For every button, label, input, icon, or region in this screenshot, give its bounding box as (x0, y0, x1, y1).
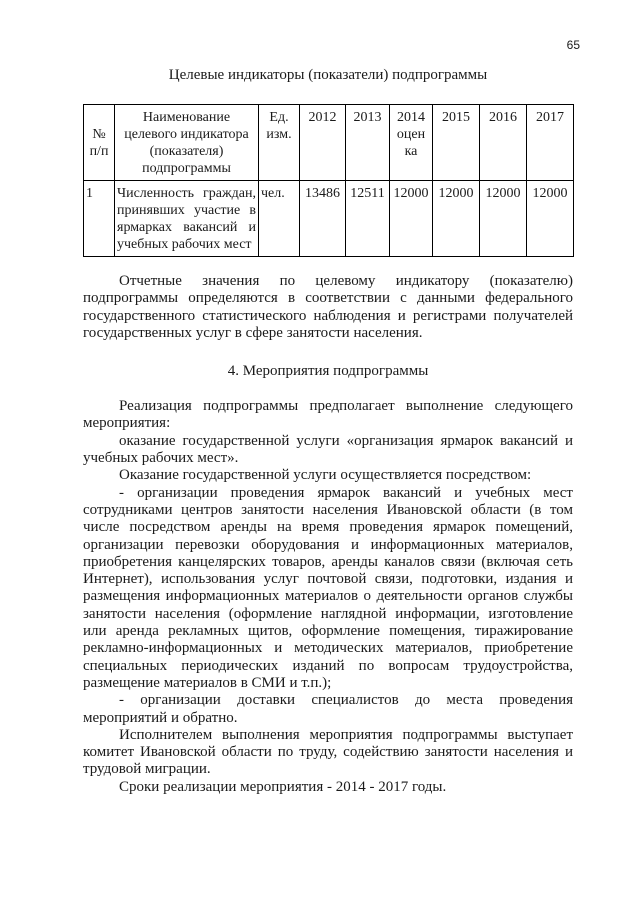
value-2013: 12511 (346, 181, 390, 257)
table-row (84, 181, 574, 257)
paragraph-delivery: - организации доставки специалистов до места проведения мероприятий и обратно. (83, 692, 573, 726)
paragraph-executor: Исполнителем выполнения мероприятия подпрограммы выступает комитет Ивановской области по труду, содействию занятости населения и трудовой миграции. (83, 726, 573, 778)
header-year-2014: 2014 оцен ка (390, 105, 433, 181)
header-year-2016: 2016 (480, 105, 527, 181)
page-content (83, 66, 573, 796)
header-year-2013: 2013 (346, 105, 390, 181)
header-number: № п/п (84, 105, 115, 181)
header-year-2015: 2015 (433, 105, 480, 181)
indicator-unit: чел. (259, 181, 300, 257)
paragraph-timeline: Сроки реализации мероприятия - 2014 - 2017 годы. (119, 778, 447, 795)
indicator-name: Численность граждан, принявших участие в ярмарках вакансий и учебных рабочих мест (115, 181, 259, 257)
paragraph-reporting: Отчетные значения по целевому индикатору (показателю) подпрограммы определяются в соответствии с данными федерального государственного статистического наблюдения и регистрами получателей государственных услуг в сфере занятости населения. (83, 273, 573, 341)
value-2016: 12000 (480, 181, 527, 257)
page-number: 65 (566, 38, 580, 52)
header-year-2017: 2017 (527, 105, 574, 181)
indicator-table (83, 104, 574, 257)
paragraph-service: оказание государственной услуги «организация ярмарок вакансий и учебных рабочих мест». (83, 432, 573, 467)
body-text (83, 273, 573, 796)
paragraph-means: Оказание государственной услуги осуществляется посредством: (119, 467, 532, 484)
header-year-2012: 2012 (300, 105, 346, 181)
table-header-row (84, 105, 574, 181)
value-2017: 12000 (527, 181, 574, 257)
header-indicator-name: Наименование целевого индикатора (показателя) подпрограммы (115, 105, 259, 181)
paragraph-fair-organization: - организации проведения ярмарок вакансий и учебных мест сотрудниками центров занятости населения Ивановской области (в том числе посредством аренды на время проведения ярмарок помещений, организации перевозки оборудования и информационных материалов, приобретения канцелярских товаров, аренды каналов связи (включая сеть Интернет), использования услуг почтовой связи, подготовки, издания и размещения информационных материалов о деятельности органов службы занятости населения (оформление наглядной информации, изготовление или аренда рекламных щитов, оформление помещения, тиражирование рекламно-информационных и методических материалов, приобретение специальных периодических изданий по вопросам трудоустройства, размещение материалов в СМИ и т.п.); (83, 484, 573, 691)
value-2012: 13486 (300, 181, 346, 257)
value-2015: 12000 (433, 181, 480, 257)
value-2014: 12000 (390, 181, 433, 257)
header-unit: Ед. изм. (259, 105, 300, 181)
paragraph-implementation: Реализация подпрограммы предполагает выполнение следующего мероприятия: (83, 398, 573, 432)
row-number: 1 (84, 181, 115, 257)
table-caption: Целевые индикаторы (показатели) подпрограммы (168, 67, 488, 83)
section-heading: 4. Мероприятия подпрограммы (227, 363, 429, 380)
